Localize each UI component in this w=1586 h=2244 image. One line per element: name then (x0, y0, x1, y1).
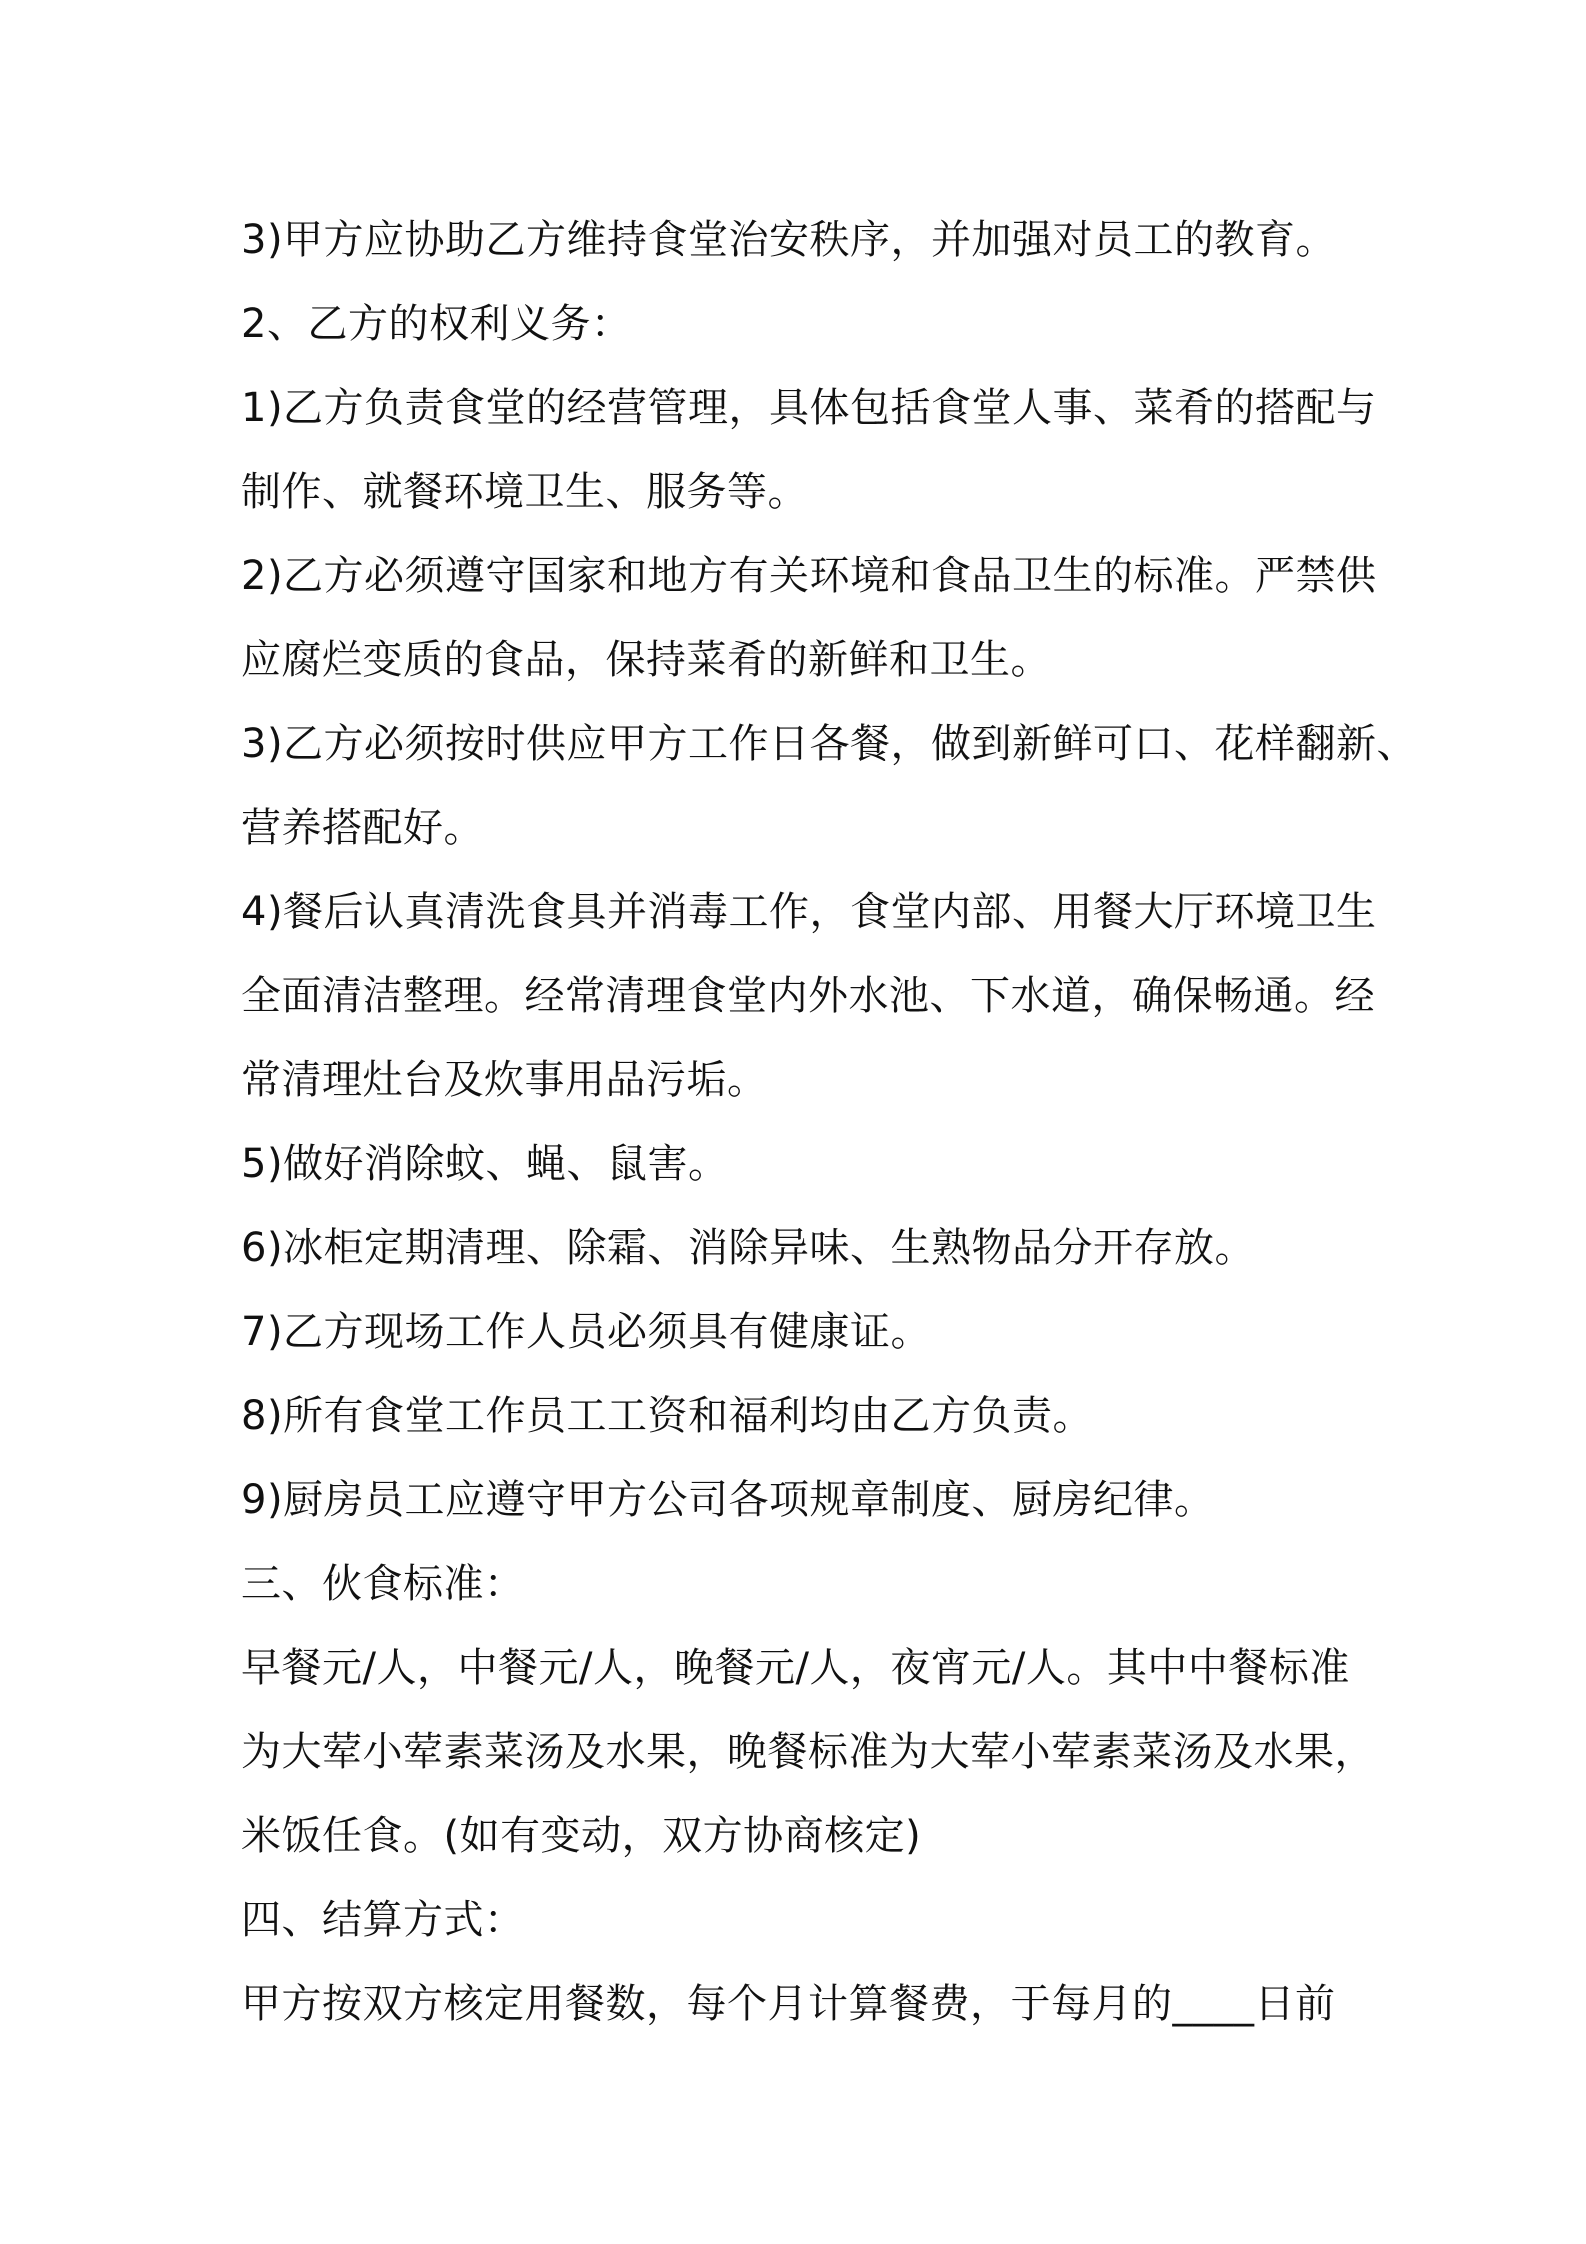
meal-standard-line-1: 早餐元/人，中餐元/人，晚餐元/人，夜宵元/人。其中中餐标准 (241, 1645, 1350, 1691)
section-2-heading: 2、乙方的权利义务： (241, 301, 632, 347)
clause-b5-line: 5)做好消除蚊、蝇、鼠害。 (241, 1141, 729, 1187)
meal-standard-line-3: 米饭任食。(如有变动，双方协商核定) (241, 1813, 922, 1859)
clause-b1-line-2: 制作、就餐环境卫生、服务等。 (241, 469, 808, 515)
clause-b6-line: 6)冰柜定期清理、除霜、消除异味、生熟物品分开存放。 (241, 1225, 1256, 1271)
clause-b2-line-1: 2)乙方必须遵守国家和地方有关环境和食品卫生的标准。严禁供 (241, 553, 1377, 599)
clause-b1-line-1: 1)乙方负责食堂的经营管理，具体包括食堂人事、菜肴的搭配与 (241, 385, 1377, 431)
clause-b7-line: 7)乙方现场工作人员必须具有健康证。 (241, 1309, 932, 1355)
clause-b4-line-1: 4)餐后认真清洗食具并消毒工作，食堂内部、用餐大厅环境卫生 (241, 889, 1377, 935)
clause-b3-line-2: 营养搭配好。 (241, 805, 484, 851)
clause-b2-line-2: 应腐烂变质的食品，保持菜肴的新鲜和卫生。 (241, 637, 1051, 683)
document-body (241, 198, 1418, 2046)
clause-b9-line: 9)厨房员工应遵守甲方公司各项规章制度、厨房纪律。 (241, 1477, 1215, 1523)
settlement-line-1: 甲方按双方核定用餐数，每个月计算餐费，于每月的____日前 (241, 1981, 1336, 2027)
section-3-heading: 三、伙食标准： (241, 1561, 525, 1607)
clause-a3-line: 3)甲方应协助乙方维持食堂治安秩序，并加强对员工的教育。 (241, 217, 1337, 263)
clause-b4-line-3: 常清理灶台及炊事用品污垢。 (241, 1057, 768, 1103)
clause-b8-line: 8)所有食堂工作员工工资和福利均由乙方负责。 (241, 1393, 1094, 1439)
section-4-heading: 四、结算方式： (241, 1897, 525, 1943)
meal-standard-line-2: 为大荤小荤素菜汤及水果，晚餐标准为大荤小荤素菜汤及水果， (241, 1729, 1375, 1775)
clause-b3-line-1: 3)乙方必须按时供应甲方工作日各餐，做到新鲜可口、花样翻新、 (241, 721, 1418, 767)
clause-b4-line-2: 全面清洁整理。经常清理食堂内外水池、下水道，确保畅通。经 (241, 973, 1375, 1019)
